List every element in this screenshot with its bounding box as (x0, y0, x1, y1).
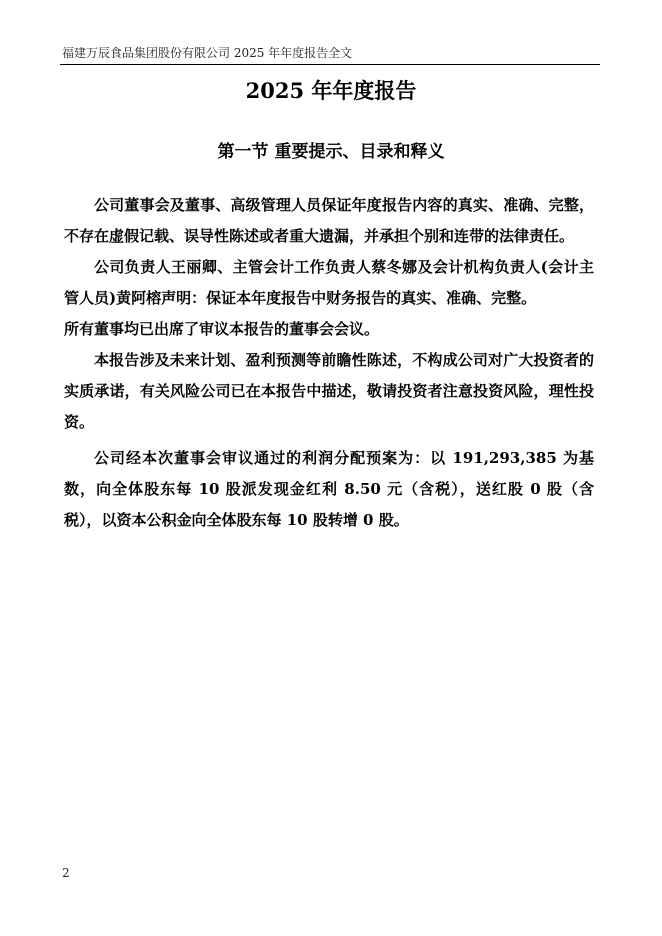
paragraph-forward-looking-statement: 本报告涉及未来计划、盈利预测等前瞻性陈述，不构成公司对广大投资者的实质承诺，有关风险公司已在本报告中描述，敬请投资者注意投资风险，理性投资。 (64, 351, 594, 431)
running-header: 福建万辰食品集团股份有限公司 2025 年年度报告全文 (62, 46, 353, 60)
paragraph-profit-distribution: 公司经本次董事会审议通过的利润分配预案为：以 191,293,385 为基数，向全体股东每 10 股派发现金红利 8.50 元（含税），送红股 0 股（含税），以资本公积金向全体股东每 10 股转增 0 股。 (64, 449, 594, 529)
paragraph-responsible-persons-statement: 公司负责人王丽卿、主管会计工作负责人蔡冬娜及会计机构负责人(会计主管人员)黄阿榕声明：保证本年度报告中财务报告的真实、准确、完整。 (64, 258, 594, 307)
section-title: 第一节 重要提示、目录和释义 (217, 142, 445, 162)
document-body (64, 190, 594, 536)
header-divider (60, 64, 600, 65)
page-number: 2 (62, 866, 70, 880)
paragraph-board-guarantee: 公司董事会及董事、高级管理人员保证年度报告内容的真实、准确、完整，不存在虚假记载、误导性陈述或者重大遗漏，并承担个别和连带的法律责任。 (64, 196, 594, 245)
report-title: 2025 年年度报告 (245, 78, 417, 103)
paragraph-directors-attendance: 所有董事均已出席了审议本报告的董事会会议。 (64, 320, 380, 338)
